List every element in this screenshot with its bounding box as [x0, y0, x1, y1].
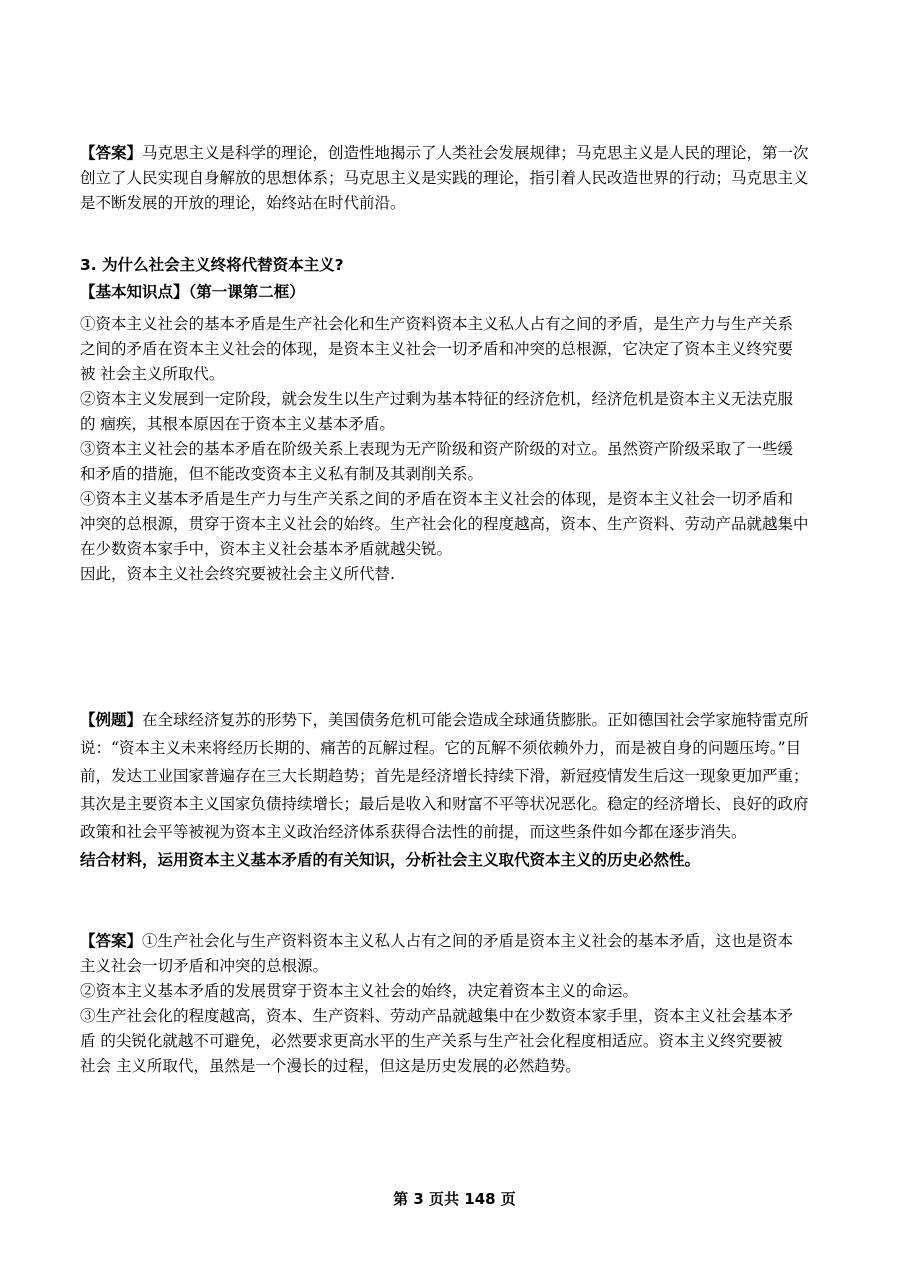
answer-line: 【答案】①生产社会化与生产资料资本主义私人占有之间的矛盾是资本主义社会的基本矛盾，这也是资本 — [80, 932, 794, 950]
knowledge-points — [80, 312, 842, 587]
page-number: 第 3 页共 148 页 — [393, 1190, 516, 1208]
knowledge-line: 和矛盾的措施，但不能改变资本主义私有制及其剥削关系。 — [80, 465, 484, 483]
knowledge-line: 的 痼疾，其根本原因在于资本主义基本矛盾。 — [80, 415, 395, 433]
knowledge-heading — [80, 280, 305, 305]
knowledge-line: ④资本主义基本矛盾是生产力与生产关系之间的矛盾在资本主义社会的体现，是资本主义社会一切矛盾和 — [80, 490, 794, 508]
knowledge-line: 冲突的总根源，贯穿于资本主义社会的始终。生产社会化的程度越高，资本、生产资料、劳动产品就越集中 — [80, 515, 809, 533]
example-line: 政策和社会平等被视为资本主义政治经济体系获得合法性的前提，而这些条件如今都在逐步消失。 — [80, 823, 747, 841]
answer-tag: 【答案】 — [80, 144, 143, 162]
example-tag: 【例题】 — [80, 711, 143, 729]
knowledge-ref: （第一课第二框） — [188, 283, 305, 301]
knowledge-line: 在少数资本家手中，资本主义社会基本矛盾就越尖锐。 — [80, 540, 453, 558]
knowledge-line: 因此，资本主义社会终究要被社会主义所代替. — [80, 565, 395, 583]
answer-line: 主义社会一切矛盾和冲突的总根源。 — [80, 957, 329, 975]
example-block — [80, 706, 842, 874]
example-line: 其次是主要资本主义国家负债持续增长；最后是收入和财富不平等状况恶化。稳定的经济增长、良好的政府 — [80, 795, 809, 813]
answer-block-2 — [80, 929, 842, 1079]
knowledge-tag: 【基本知识点】 — [80, 283, 189, 301]
answer-line: 【答案】马克思主义是科学的理论，创造性地揭示了人类社会发展规律；马克思主义是人民的理论，第一次 — [80, 144, 809, 162]
knowledge-line: 被 社会主义所取代。 — [80, 365, 225, 383]
answer-line: 是不断发展的开放的理论，始终站在时代前沿。 — [80, 194, 406, 212]
knowledge-line: ③资本主义社会的基本矛盾在阶级关系上表现为无产阶级和资产阶级的对立。虽然资产阶级采取了一些缓 — [80, 440, 794, 458]
answer-line: 创立了人民实现自身解放的思想体系；马克思主义是实践的理论，指引着人民改造世界的行动；马克思主义 — [80, 169, 809, 187]
answer-tag: 【答案】 — [80, 932, 143, 950]
example-line: 前，发达工业国家普遍存在三大长期趋势；首先是经济增长持续下滑，新冠疫情发生后这一现象更加严重； — [80, 767, 809, 785]
example-line: 【例题】在全球经济复苏的形势下，美国债务危机可能会造成全球通货膨胀。正如德国社会学家施特雷克所 — [80, 711, 809, 729]
answer-block-1 — [80, 141, 842, 216]
answer-line: 盾 的尖锐化就越不可避免，必然要求更高水平的生产关系与生产社会化程度相适应。资本主义终究要被 — [80, 1032, 783, 1050]
knowledge-line: ①资本主义社会的基本矛盾是生产社会化和生产资料资本主义私人占有之间的矛盾，是生产力与生产关系 — [80, 315, 794, 333]
example-line: 说：“资本主义未来将经历长期的、痛苦的瓦解过程。它的瓦解不须依赖外力，而是被自身的问题压垮。”目 — [80, 739, 802, 757]
example-task: 结合材料，运用资本主义基本矛盾的有关知识，分析社会主义取代资本主义的历史必然性。 — [80, 851, 701, 869]
answer-line: 社会 主义所取代，虽然是一个漫长的过程，但这是历史发展的必然趋势。 — [80, 1057, 581, 1075]
knowledge-line: ②资本主义发展到一定阶段，就会发生以生产过剩为基本特征的经济危机，经济危机是资本主义无法克服 — [80, 390, 794, 408]
question-3-title: 3. 为什么社会主义终将代替资本主义? — [80, 256, 344, 274]
answer-line: ②资本主义基本矛盾的发展贯穿于资本主义社会的始终，决定着资本主义的命运。 — [80, 982, 639, 1000]
answer-line: ③生产社会化的程度越高，资本、生产资料、劳动产品就越集中在少数资本家手里，资本主义社会基本矛 — [80, 1007, 794, 1025]
knowledge-line: 之间的矛盾在资本主义社会的体现，是资本主义社会一切矛盾和冲突的总根源，它决定了资本主义终究要 — [80, 340, 794, 358]
